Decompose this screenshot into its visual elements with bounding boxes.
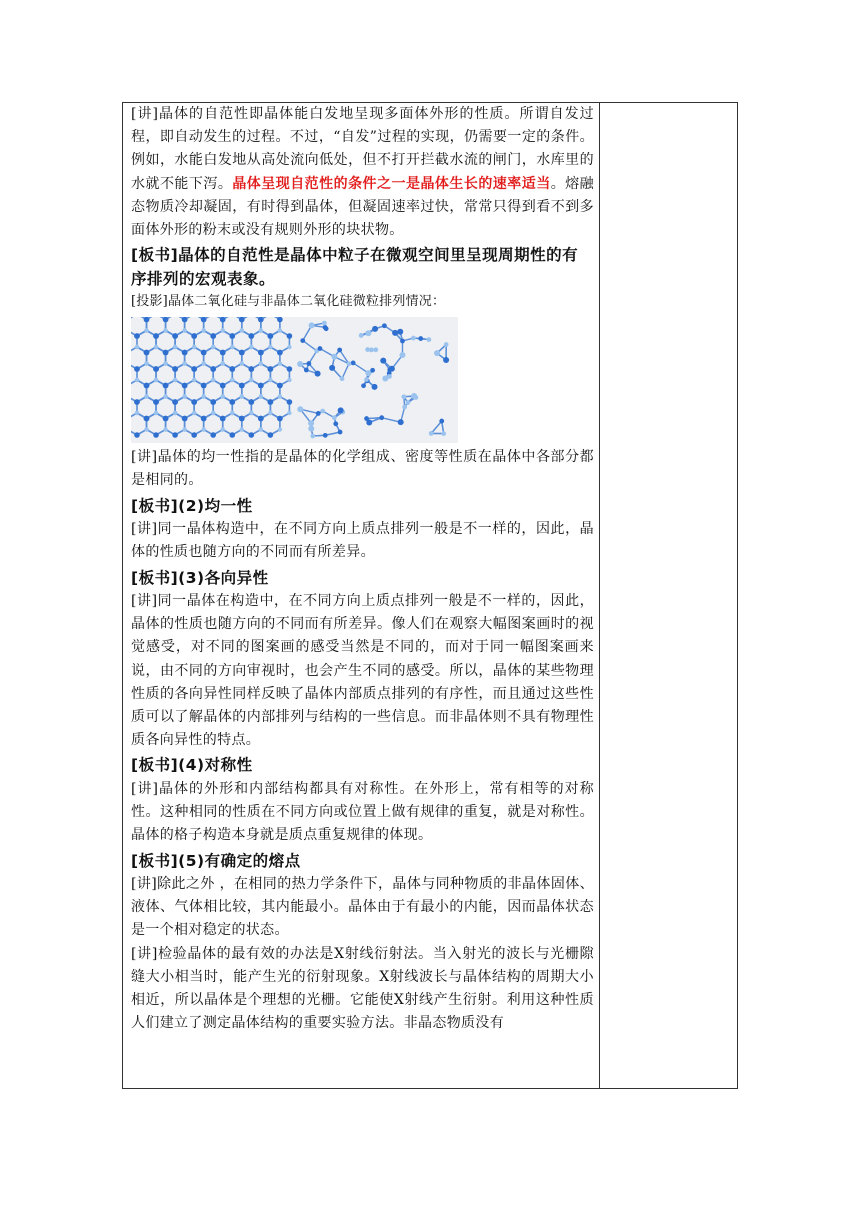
lecture-paragraph-7: [讲]检验晶体的最有效的办法是X射线衍射法。当入射光的波长与光栅隙缝大小相当时，能产生光的衍射现象。X射线波长与晶体结构的周期大小相近，所以晶体是个理想的光栅。它能使X射线产生衍射。利用这种性质人们建立了测定晶体结构的重要实验方法。非晶态物质没有 (131, 945, 594, 1032)
blackboard-note-5: [板书](5)有确定的熔点 (131, 851, 301, 870)
sio2-structure-figure (131, 317, 458, 443)
blackboard-note-4: [板书](4)对称性 (131, 756, 253, 775)
amorphous-sio2-diagram (297, 321, 449, 439)
lecture-paragraph-6: [讲]除此之外 ，在相同的热力学条件下，晶体与同种物质的非晶体固体、液体、气体相比较，其内能最小。晶体由于有最小的内能，因而晶体状态是一个相对稳定的状态。 (131, 876, 594, 939)
blackboard-note-3: [板书](3)各向异性 (131, 568, 269, 587)
lecture-paragraph-2: [讲]晶体的均一性指的是晶体的化学组成、密度等性质在晶体中各部分都是相同的。 (131, 449, 594, 489)
lecture-paragraph-3: [讲]同一晶体构造中，在不同方向上质点排列一般是不一样的，因此，晶体的性质也随方向的不同而有所差异。 (131, 521, 594, 561)
lecture-paragraph-5: [讲]晶体的外形和内部结构都具有对称性。在外形上，常有相等的对称性。这种相同的性质在不同方向或位置上做有规律的重复，就是对称性。晶体的格子构造本身就是质点重复规律的体现。 (131, 780, 594, 844)
lesson-content-cell (131, 103, 594, 1035)
lecture-paragraph-4: [讲]同一晶体在构造中，在不同方向上质点排列一般是不一样的，因此，晶体的性质也随方向的不同而有所差异。像人们在观察大幅图案画时的视觉感受，对不同的图案画的感受当然是不同的，而对于同一幅图案画来说，由不同的方向审视时，也会产生不同的感受。所以，晶体的某些物理性质的各向异性同样反映了晶体内部质点排列的有序性，而且通过这些性质可以了解晶体的内部排列与结构的一些信息。而非晶体则不具有物理性质各向异性的特点。 (131, 593, 594, 749)
highlight-text: 晶体呈现自范性的条件之一是晶体生长的速率适当 (232, 175, 551, 192)
crystalline-sio2-diagram (131, 317, 292, 438)
lesson-table (122, 102, 738, 1089)
blackboard-note-2: [板书](2)均一性 (131, 496, 253, 515)
projection-caption: [投影]晶体二氧化硅与非晶体二氧化硅微粒排列情况： (131, 294, 446, 310)
lecture-tag: [讲] (131, 106, 159, 122)
lecture-paragraph-1: [讲]晶体的自范性即晶体能白发地呈现多面体外形的性质。所谓自发过程，即自动发生的过程。不过，“自发”过程的实现，仍需要一定的条件。例如，水能白发地从高处流向低处，但不打开拦截水流的闸门，水库里的水就不能下泻。晶体呈现自范性的条件之一是晶体生长的速率适当。熔融态物质冷却凝固，有时得到晶体，但凝固速率过快，常常只得到看不到多面体外形的粉末或没有规则外形的块状物。 (131, 106, 594, 239)
blackboard-note-1: [板书]晶体的自范性是晶体中粒子在微观空间里呈现周期性的有序排列的宏观表象。 (131, 246, 579, 288)
column-divider (599, 103, 600, 1088)
